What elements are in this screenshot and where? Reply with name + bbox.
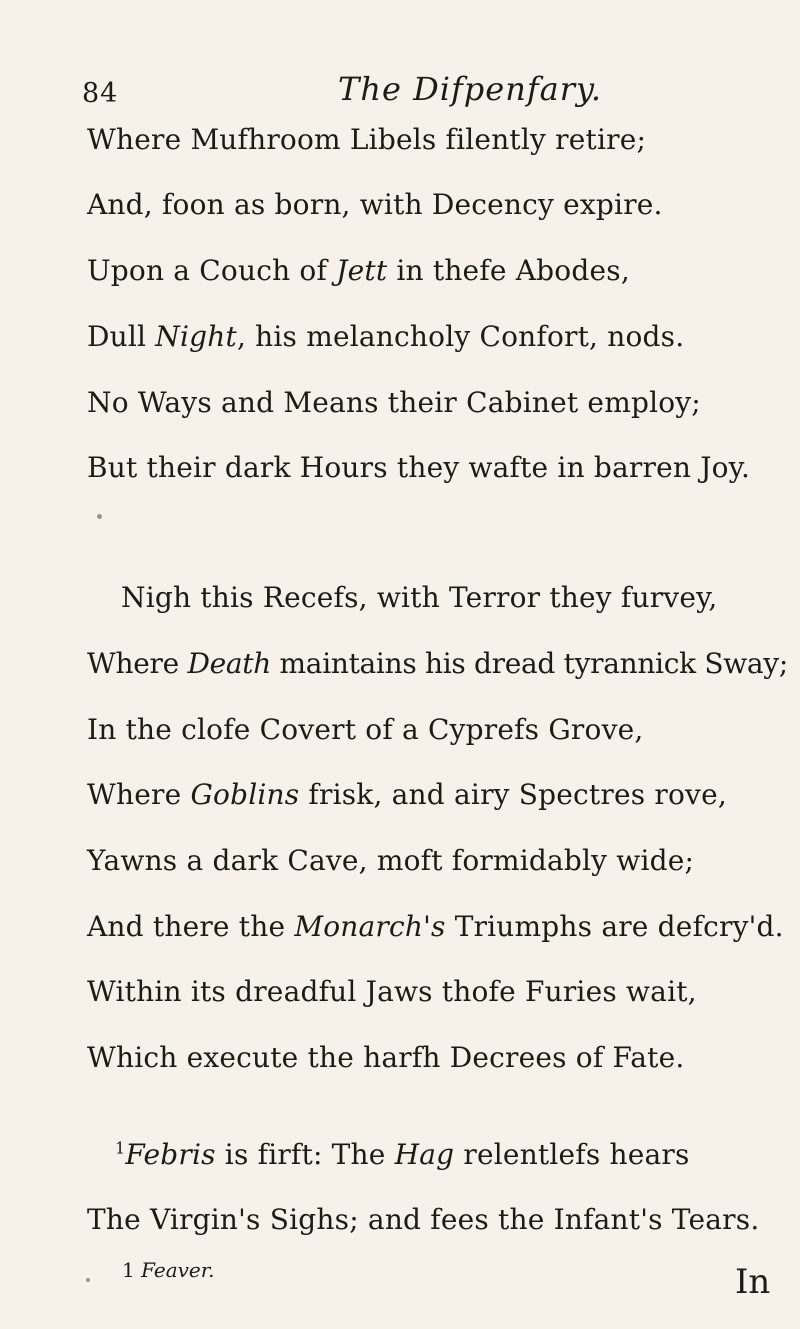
page-number: 84: [82, 78, 119, 109]
verse-line: Where Mufhroom Libels filently retire;: [87, 123, 647, 156]
paper-speck: [86, 1278, 90, 1282]
verse-line: And there the Monarch's Triumphs are defcry'd.: [87, 910, 784, 943]
footnote: 1 Feaver.: [122, 1258, 215, 1282]
verse-line: And, foon as born, with Decency expire.: [87, 188, 663, 221]
running-title: The Difpenfary.: [338, 70, 603, 108]
verse-line: The Virgin's Sighs; and fees the Infant's Tears.: [87, 1203, 760, 1236]
verse-line: Within its dreadful Jaws thofe Furies wait,: [87, 975, 697, 1008]
verse-line: No Ways and Means their Cabinet employ;: [87, 386, 701, 419]
paper-speck: [97, 514, 102, 519]
verse-line: In the clofe Covert of a Cyprefs Grove,: [87, 713, 644, 746]
catchword: In: [735, 1262, 771, 1302]
verse-line: Dull Night, his melancholy Confort, nods.: [87, 320, 685, 353]
verse-line: Which execute the harfh Decrees of Fate.: [87, 1041, 685, 1074]
verse-line: Yawns a dark Cave, moft formidably wide;: [87, 844, 695, 877]
verse-line: Where Death maintains his dread tyrannick Sway;: [87, 647, 788, 680]
verse-line: Nigh this Recefs, with Terror they furvey,: [121, 581, 718, 614]
verse-line: Where Goblins frisk, and airy Spectres rove,: [87, 778, 727, 811]
verse-line: But their dark Hours they wafte in barren Joy.: [87, 451, 751, 484]
footnote-marker: 1: [115, 1138, 126, 1158]
verse-line: $^1$Febris is firft: The Hag relentlefs hears: [115, 1138, 690, 1171]
verse-line: Upon a Couch of Jett in thefe Abodes,: [87, 254, 630, 287]
